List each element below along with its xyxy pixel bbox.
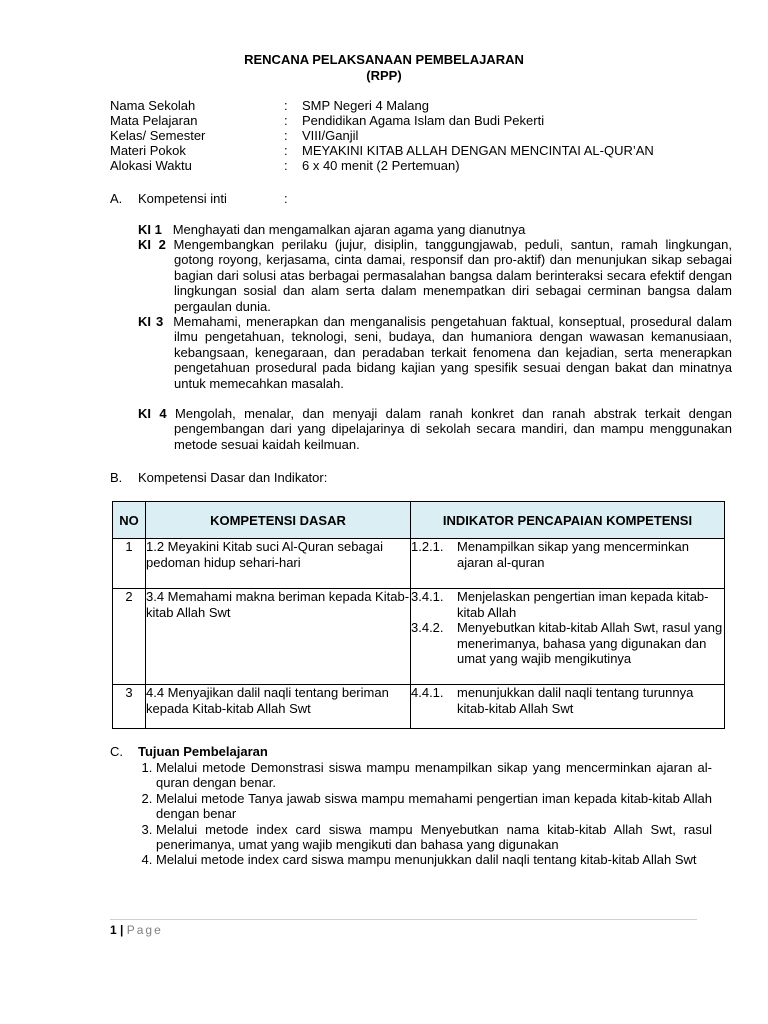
indicator-item [411, 539, 724, 570]
section-c-letter: C. [110, 744, 123, 759]
section-b-letter: B. [110, 470, 123, 485]
ki-text: Mengolah, menalar, dan menyaji dalam ranah konkret dan ranah abstrak terkait dengan pengembangan dari yang dipelajarinya di sekolah secara mandiri, dan mampu menggunakan metode sesuai kaidah keilmuan. [174, 406, 732, 452]
list-item: 2. Melalui metode Tanya jawab siswa mampu memahami pengertian iman kepada kitab-kitab Allah dengan benar [156, 791, 712, 822]
ki-text: Mengembangkan perilaku (jujur, disiplin, tanggungjawab, peduli, santun, ramah lingkungan, gotong royong, kerjasama, cinta damai, responsif dan pro-aktif) dan menunjukan sikap sebagai bagian dari solusi atas berbagai permasalahan bangsa dalam berinteraksi secara efektif dengan lingkungan sosial dan alam serta dalam menempatkan diri sebagai cerminan bangsa dalam pergaulan dunia. [173, 237, 732, 314]
info-value: MEYAKINI KITAB ALLAH DENGAN MENCINTAI AL-QUR’AN [302, 143, 654, 158]
document-subtitle: (RPP) [366, 68, 402, 83]
ki-text: Menghayati dan mengamalkan ajaran agama yang dianutnya [172, 222, 526, 237]
indicator-text: Menjelaskan pengertian iman kepada kitab-kitab Allah [457, 589, 709, 620]
info-colon: : [284, 143, 288, 158]
info-colon: : [284, 98, 288, 113]
row-kd: 4.4 Menyajikan dalil naqli tentang beriman kepada Kitab-kitab Allah Swt [146, 685, 411, 729]
section-a-letter: A. [110, 191, 123, 206]
row-no: 3 [113, 685, 146, 729]
list-item: 1. Melalui metode Demonstrasi siswa mampu menampilkan sikap yang mencerminkan ajaran al-quran dengan benar. [156, 760, 712, 791]
header-no: NO [113, 502, 146, 539]
list-item: 3. Melalui metode index card siswa mampu Menyebutkan nama kitab-kitab Allah Swt, rasul penerimanya, umat yang wajib mengikuti dan bahasa yang digunakan [156, 822, 712, 853]
ki-label: KI 2 [138, 237, 166, 252]
page-number: 1 [110, 923, 117, 937]
indicator-number: 4.4.1. [411, 685, 444, 700]
ki-2 [138, 237, 732, 314]
info-label: Mata Pelajaran [110, 113, 198, 128]
info-value: VIII/Ganjil [302, 128, 359, 143]
indicator-item [411, 589, 724, 620]
competency-table [112, 501, 725, 729]
ki-label: KI 4 [138, 406, 167, 421]
page-footer [110, 923, 163, 937]
section-b-title: Kompetensi Dasar dan Indikator: [138, 470, 328, 485]
section-a-colon: : [284, 191, 288, 206]
info-value: Pendidikan Agama Islam dan Budi Pekerti [302, 113, 545, 128]
indicator-text: menunjukkan dalil naqli tentang turunnya kitab-kitab Allah Swt [457, 685, 694, 716]
learning-objectives-list [140, 760, 712, 868]
row-kd: 1.2 Meyakini Kitab suci Al-Quran sebagai pedoman hidup sehari-hari [146, 539, 411, 589]
indicator-number: 1.2.1. [411, 539, 444, 554]
list-item: 4. Melalui metode index card siswa mampu menunjukkan dalil naqli tentang kitab-kitab Allah Swt [156, 852, 712, 867]
row-no: 2 [113, 589, 146, 685]
info-value: SMP Negeri 4 Malang [302, 98, 429, 113]
indicator-text: Menampilkan sikap yang mencerminkan ajaran al-quran [457, 539, 689, 570]
table-row [113, 539, 725, 589]
row-indicators [411, 539, 725, 589]
indicator-number: 3.4.2. [411, 620, 444, 635]
indicator-item [411, 620, 724, 667]
table-row [113, 589, 725, 685]
row-no: 1 [113, 539, 146, 589]
header-indicator: INDIKATOR PENCAPAIAN KOMPETENSI [411, 502, 725, 539]
ki-label: KI 1 [138, 222, 162, 237]
section-a-title: Kompetensi inti [138, 191, 227, 206]
row-indicators [411, 589, 725, 685]
table-header-row [113, 502, 725, 539]
section-c-title: Tujuan Pembelajaran [138, 744, 268, 759]
ki-3 [138, 314, 732, 391]
info-label: Materi Pokok [110, 143, 186, 158]
info-label: Nama Sekolah [110, 98, 196, 113]
table-row [113, 685, 725, 729]
info-colon: : [284, 158, 288, 173]
row-indicators [411, 685, 725, 729]
info-label: Kelas/ Semester [110, 128, 206, 143]
footer-divider [110, 919, 697, 920]
info-colon: : [284, 128, 288, 143]
info-value: 6 x 40 menit (2 Pertemuan) [302, 158, 460, 173]
info-label: Alokasi Waktu [110, 158, 192, 173]
row-kd: 3.4 Memahami makna beriman kepada Kitab-kitab Allah Swt [146, 589, 411, 685]
info-colon: : [284, 113, 288, 128]
indicator-text: Menyebutkan kitab-kitab Allah Swt, rasul yang menerimanya, bahasa yang digunakan dan umat yang wajib mengikutinya [457, 620, 723, 666]
page-label: Page [126, 923, 163, 937]
header-kd: KOMPETENSI DASAR [146, 502, 411, 539]
page-separator: | [120, 923, 124, 937]
indicator-item [411, 685, 724, 716]
ki-label: KI 3 [138, 314, 164, 329]
document-title: RENCANA PELAKSANAAN PEMBELAJARAN [244, 52, 524, 67]
ki-1 [138, 222, 696, 237]
indicator-number: 3.4.1. [411, 589, 444, 604]
ki-4 [138, 406, 732, 452]
ki-text: Memahami, menerapkan dan menganalisis pengetahuan faktual, konseptual, prosedural dalam ilmu pengetahuan, teknologi, seni, budaya, dan humaniora dengan wawasan kemanusiaan, kebangsaan, kenegaraan, dan peradaban terkait fenomena dan kejadian, serta menerapkan pengetahuan prosedural pada bidang kajian yang spesifik sesuai dengan bakat dan minatnya untuk memecahkan masalah. [173, 314, 732, 391]
